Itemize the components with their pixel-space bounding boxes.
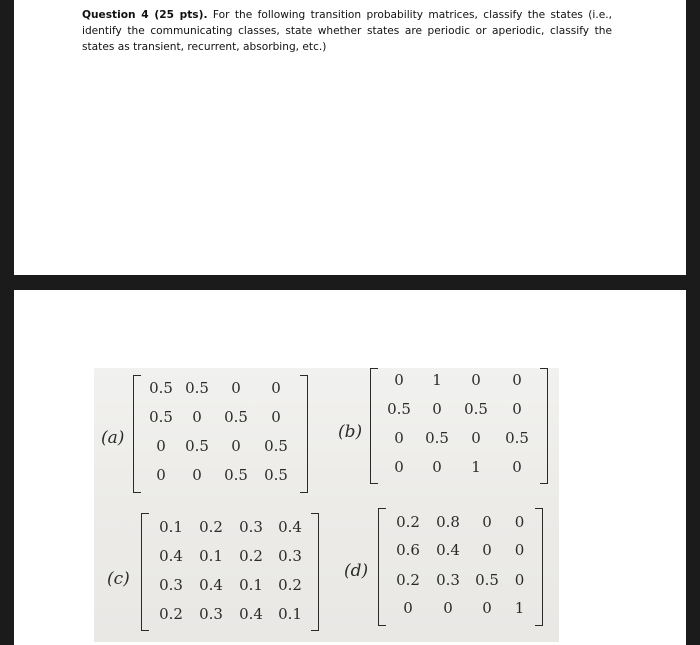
matrix-cell: 0.2 (199, 518, 223, 536)
matrix-cell: 0.2 (159, 605, 183, 623)
matrix-cell: 0 (271, 408, 281, 426)
matrix-row (143, 437, 298, 455)
matrix-cell: 0.5 (264, 466, 288, 484)
matrix-cell: 0.4 (159, 547, 183, 565)
matrix-cell: 0.6 (396, 541, 420, 559)
matrix-cell: 0 (443, 599, 453, 617)
matrix-b-label: (b) (338, 422, 363, 442)
right-bracket (540, 368, 548, 484)
matrix-cell: 0.4 (436, 541, 460, 559)
matrix-cell: 0 (271, 379, 281, 397)
matrix-cell: 0.2 (396, 513, 420, 531)
matrix-row (380, 458, 538, 476)
matrix-cell: 0.5 (224, 466, 248, 484)
matrix-cell: 0 (471, 429, 481, 447)
matrix-cell: 0.5 (185, 379, 209, 397)
matrix-c (141, 513, 319, 631)
matrix-cell: 0.2 (239, 547, 263, 565)
matrix-d-label: (d) (344, 561, 369, 581)
matrix-cell: 1 (514, 599, 525, 617)
matrix-cell: 0 (514, 571, 525, 589)
left-bracket (378, 508, 386, 626)
matrix-cell: 0.3 (278, 547, 302, 565)
matrix-cell: 0 (231, 379, 241, 397)
matrix-cell: 0.3 (436, 571, 460, 589)
matrix-d (378, 508, 543, 626)
matrix-row (151, 547, 309, 565)
left-bracket (141, 513, 149, 631)
matrix-cell: 0 (394, 429, 404, 447)
matrix-cell: 0 (482, 513, 492, 531)
matrix-cell: 0.1 (199, 547, 223, 565)
left-bracket (133, 375, 141, 493)
matrix-cell: 0.4 (239, 605, 263, 623)
matrix-cell: 0.1 (239, 576, 263, 594)
matrix-cell: 0.2 (396, 571, 420, 589)
matrix-cell: 0.5 (425, 429, 449, 447)
question-heading: Question 4 (25 pts). (82, 9, 208, 21)
matrix-cell: 0 (482, 541, 492, 559)
matrix-a-label: (a) (101, 428, 125, 448)
matrix-cell: 0.5 (185, 437, 209, 455)
matrix-cell: 0.4 (278, 518, 302, 536)
matrix-cell: 0.1 (159, 518, 183, 536)
matrix-cell: 0.5 (464, 400, 488, 418)
matrix-cell: 1 (471, 458, 481, 476)
question-body: For the following transition probability matrices, classify the states (i.e., identify the communicating classes, state whether states are periodic or aperiodic, classify the states as transient, recurrent, absorbing, etc.) (82, 9, 612, 53)
matrix-cell: 0.5 (475, 571, 499, 589)
matrix-cell: 0.4 (199, 576, 223, 594)
matrix-cell: 0 (512, 458, 522, 476)
matrix-cell: 0.8 (436, 513, 460, 531)
matrix-cell: 0.3 (199, 605, 223, 623)
left-bracket (370, 368, 378, 484)
matrix-row (151, 605, 309, 623)
matrix-cell: 0.5 (149, 408, 173, 426)
matrix-cell: 0.1 (278, 605, 302, 623)
question-text (82, 7, 612, 55)
matrix-row (380, 429, 538, 447)
matrix-row (380, 400, 538, 418)
matrix-row (388, 571, 533, 589)
matrix-row (151, 518, 309, 536)
right-bracket (300, 375, 308, 493)
matrix-cell: 0.2 (278, 576, 302, 594)
matrix-b (370, 368, 548, 484)
matrix-cell: 0 (156, 466, 166, 484)
matrix-cell: 0 (403, 599, 413, 617)
matrix-row (143, 466, 298, 484)
matrix-cell: 0 (432, 458, 442, 476)
right-bracket (535, 508, 543, 626)
matrix-cell: 0 (231, 437, 241, 455)
matrix-cell: 0 (471, 371, 481, 389)
matrix-row (388, 541, 533, 559)
matrix-row (388, 513, 533, 531)
matrix-cell: 0 (394, 371, 404, 389)
matrix-row (143, 408, 298, 426)
matrix-cell: 0.5 (505, 429, 529, 447)
matrix-c-label: (c) (107, 569, 130, 589)
matrix-cell: 0 (514, 541, 525, 559)
matrix-row (151, 576, 309, 594)
matrix-cell: 0 (514, 513, 525, 531)
matrix-cell: 0 (512, 371, 522, 389)
matrix-row (388, 599, 533, 617)
matrix-cell: 0.5 (387, 400, 411, 418)
matrix-cell: 0 (156, 437, 166, 455)
matrix-cell: 0 (482, 599, 492, 617)
matrix-cell: 0.5 (149, 379, 173, 397)
matrix-cell: 0 (192, 408, 202, 426)
matrix-cell: 0 (512, 400, 522, 418)
matrix-cell: 1 (432, 371, 442, 389)
matrix-a (133, 375, 308, 493)
matrix-cell: 0.3 (159, 576, 183, 594)
matrix-row (380, 371, 538, 389)
matrix-row (143, 379, 298, 397)
matrix-cell: 0.3 (239, 518, 263, 536)
matrix-cell: 0 (432, 400, 442, 418)
right-bracket (311, 513, 319, 631)
matrix-cell: 0 (192, 466, 202, 484)
matrix-cell: 0.5 (264, 437, 288, 455)
matrix-cell: 0.5 (224, 408, 248, 426)
matrix-cell: 0 (394, 458, 404, 476)
